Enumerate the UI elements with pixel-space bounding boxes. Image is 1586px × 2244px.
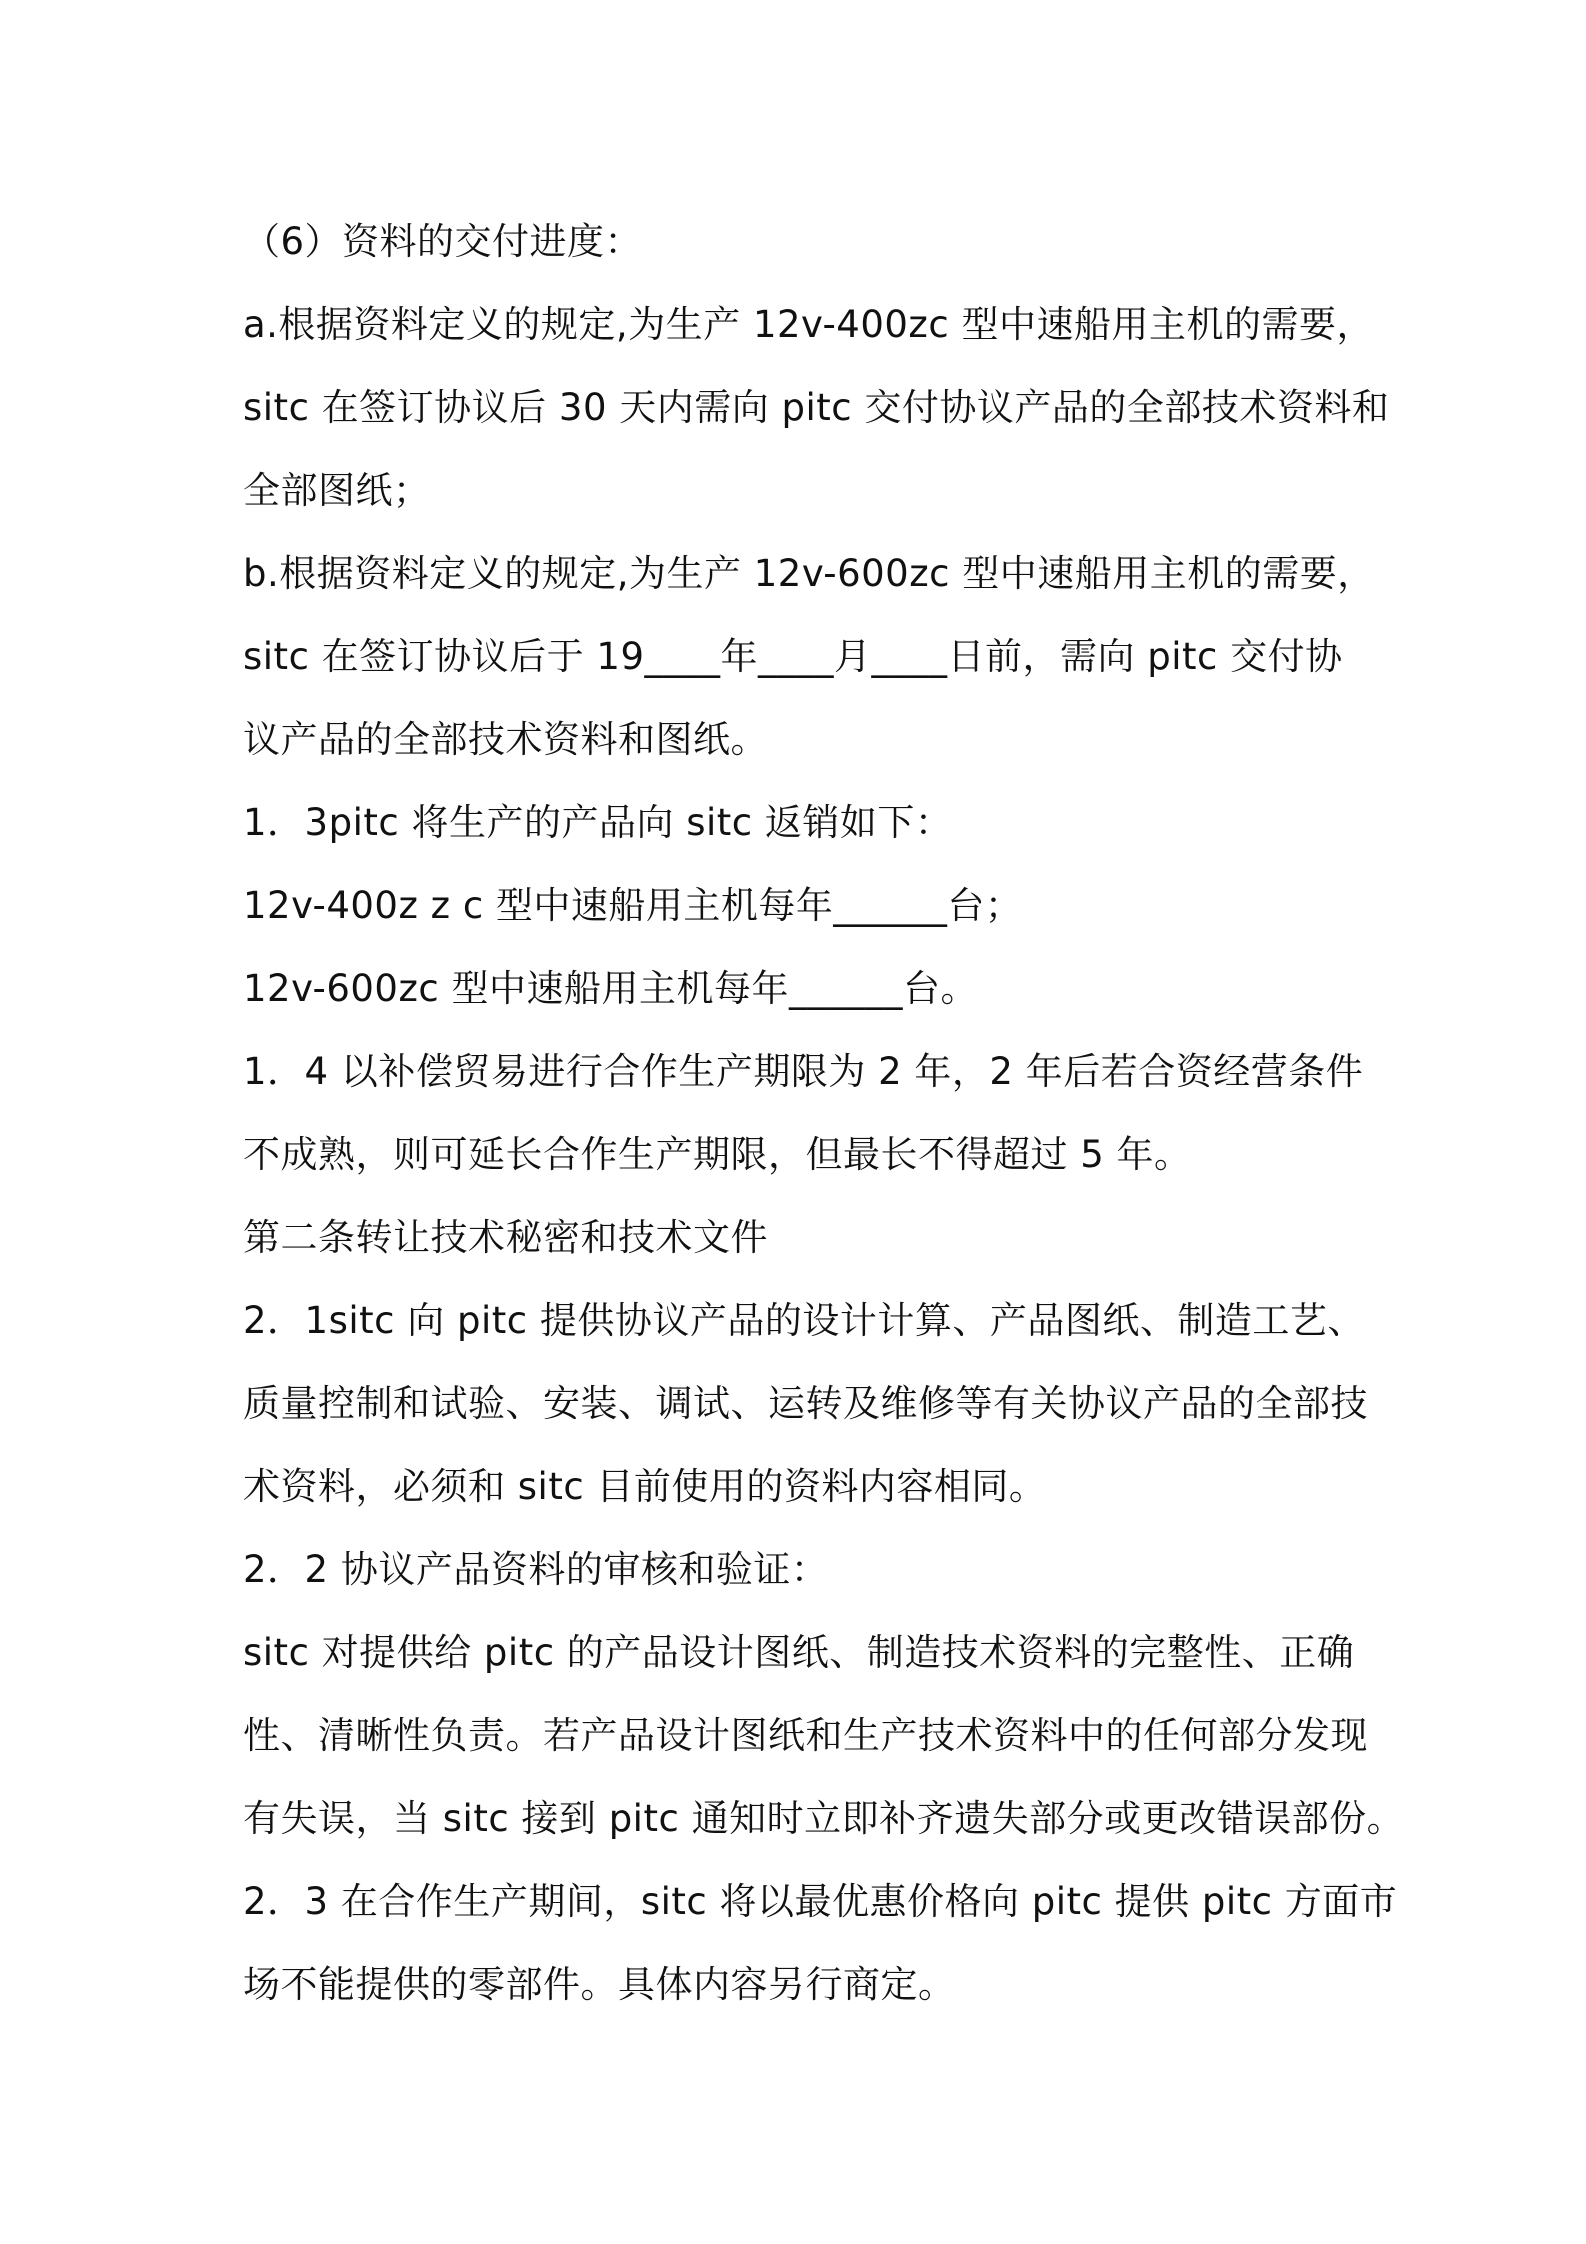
paragraph-line: 不成熟，则可延长合作生产期限，但最长不得超过 5 年。 <box>243 1133 1192 1176</box>
paragraph-line: 场不能提供的零部件。具体内容另行商定。 <box>243 1963 956 2006</box>
paragraph-line: a.根据资料定义的规定,为生产 12v-400zc 型中速船用主机的需要， <box>243 303 1374 346</box>
paragraph-line: 12v-600zc 型中速船用主机每年______台。 <box>243 967 978 1010</box>
paragraph-line: 全部图纸； <box>243 469 431 512</box>
paragraph-line: 1．4 以补偿贸易进行合作生产期限为 2 年，2 年后若合资经营条件 <box>243 1050 1364 1093</box>
document-body <box>243 200 1405 2026</box>
paragraph-line: sitc 对提供给 pitc 的产品设计图纸、制造技术资料的完整性、正确 <box>243 1631 1355 1674</box>
paragraph-line: 2．3 在合作生产期间，sitc 将以最优惠价格向 pitc 提供 pitc 方面市 <box>243 1880 1398 1923</box>
paragraph-line: 有失误，当 sitc 接到 pitc 通知时立即补齐遗失部分或更改错误部份。 <box>243 1797 1405 1840</box>
paragraph-line: 1．3pitc 将生产的产品向 sitc 返销如下： <box>243 801 953 844</box>
paragraph-line: 12v-400z z c 型中速船用主机每年______台； <box>243 884 1023 927</box>
paragraph-line: 议产品的全部技术资料和图纸。 <box>243 718 768 761</box>
paragraph-line: sitc 在签订协议后 30 天内需向 pitc 交付协议产品的全部技术资料和 <box>243 386 1390 429</box>
paragraph-line: （6）资料的交付进度： <box>243 220 643 263</box>
paragraph-line: b.根据资料定义的规定,为生产 12v-600zc 型中速船用主机的需要， <box>243 552 1375 595</box>
paragraph-line: 性、清晰性负责。若产品设计图纸和生产技术资料中的任何部分发现 <box>243 1714 1368 1757</box>
paragraph-line: 2．1sitc 向 pitc 提供协议产品的设计计算、产品图纸、制造工艺、 <box>243 1299 1365 1342</box>
paragraph-line: 术资料，必须和 sitc 目前使用的资料内容相同。 <box>243 1465 1047 1508</box>
paragraph-line: sitc 在签订协议后于 19____年____月____日前，需向 pitc 交付协 <box>243 635 1343 678</box>
paragraph-line: 2．2 协议产品资料的审核和验证： <box>243 1548 829 1591</box>
paragraph-line: 质量控制和试验、安装、调试、运转及维修等有关协议产品的全部技 <box>243 1382 1368 1425</box>
section-heading: 第二条转让技术秘密和技术文件 <box>243 1216 768 1259</box>
